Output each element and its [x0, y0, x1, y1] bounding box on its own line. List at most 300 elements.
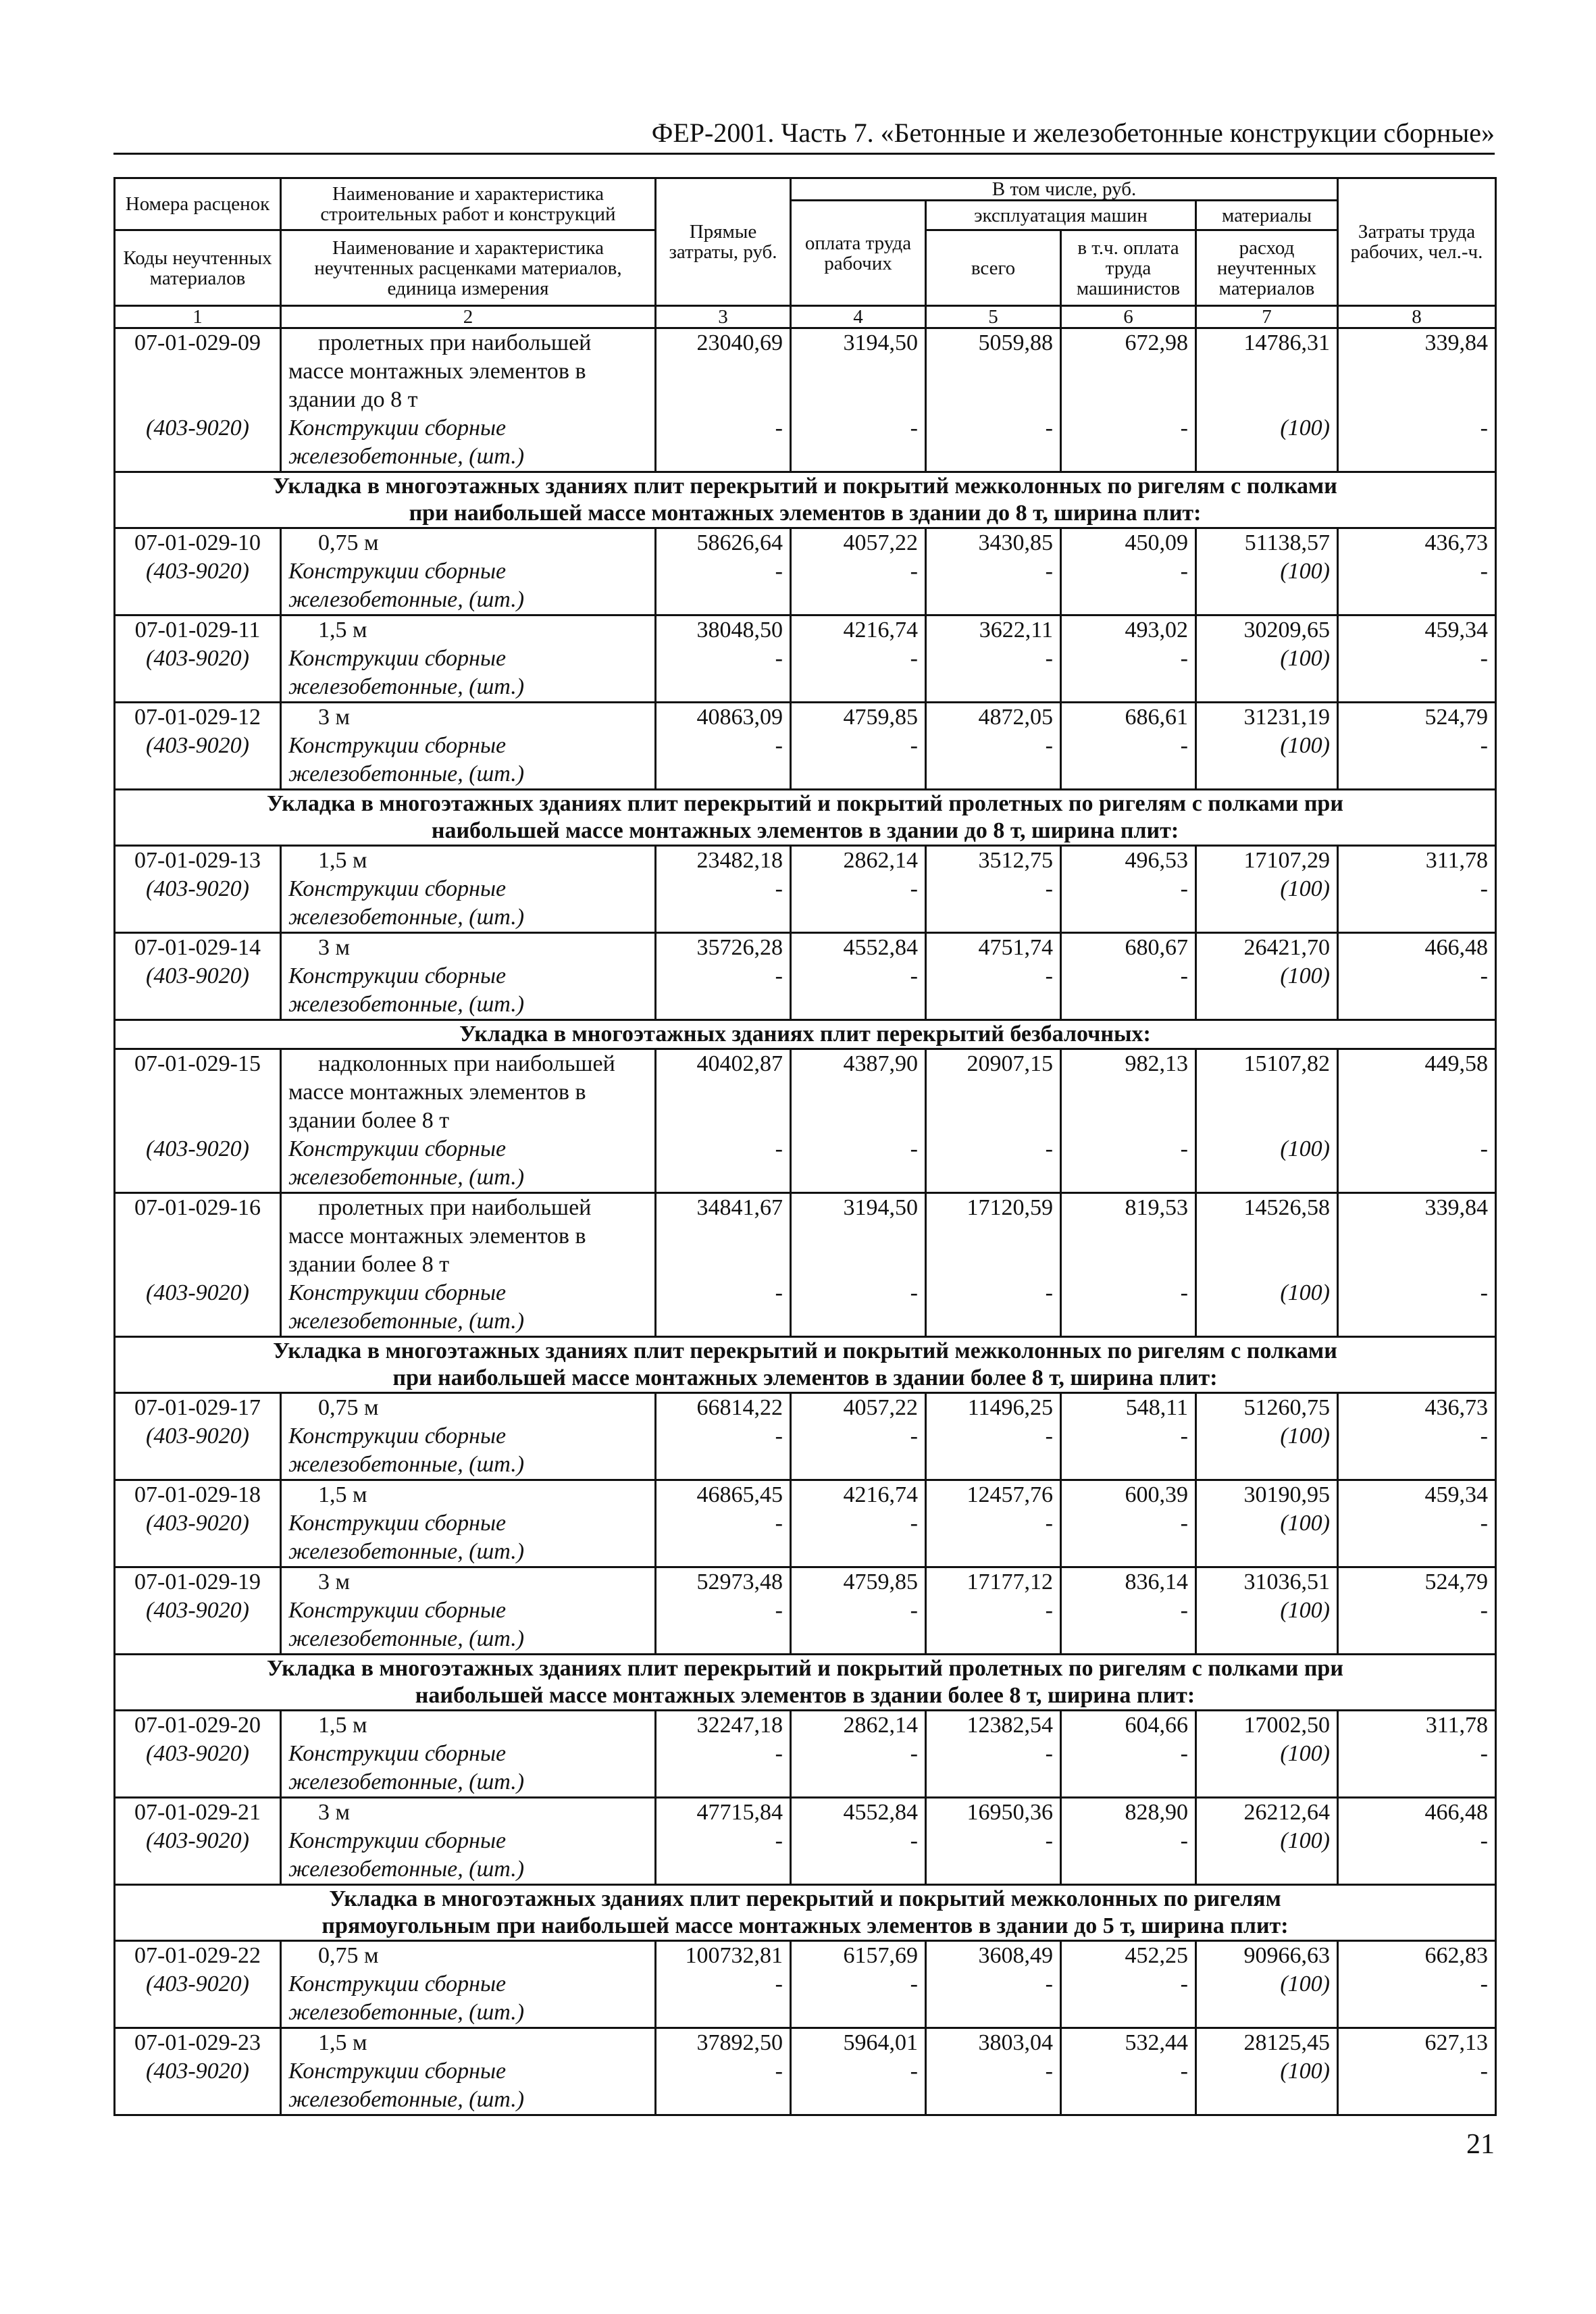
labor-hours-cell: [1338, 528, 1496, 615]
machinist-pay-value: 672,98: [1125, 330, 1188, 355]
worker-pay-material-value: -: [910, 733, 918, 758]
head-rate-numbers: Номера расценок: [115, 178, 281, 230]
worker-pay-cell: [791, 1711, 926, 1798]
direct-costs-cell: [656, 846, 791, 933]
material-usage-material-value: (100): [1280, 2059, 1330, 2084]
column-number: 3: [656, 306, 791, 328]
machine-total-material-value: -: [1045, 1280, 1053, 1305]
worker-pay-value: 4759,85: [843, 1569, 918, 1594]
machinist-pay-value: 548,11: [1125, 1395, 1188, 1420]
worker-pay-material-value: -: [910, 876, 918, 901]
material-usage-value: 14786,31: [1243, 330, 1330, 355]
material-code: (403-9020): [146, 1598, 249, 1623]
machine-total-value: 11496,25: [967, 1395, 1053, 1420]
machinist-pay-cell: [1061, 1480, 1196, 1567]
material-usage-value: 31231,19: [1243, 705, 1330, 730]
work-description-cell: [281, 846, 656, 933]
rate-code: 07-01-029-09: [134, 330, 261, 355]
material-usage-value: 28125,45: [1243, 2030, 1330, 2055]
material-usage-material-value: (100): [1280, 733, 1330, 758]
work-description-cell: [281, 1941, 656, 2028]
machinist-pay-cell: [1061, 933, 1196, 1020]
work-description-cell: [281, 1567, 656, 1655]
material-code: (403-9020): [146, 1971, 249, 1996]
work-description-line: 0,75 м: [318, 1943, 379, 1968]
head-machinist-pay: в т.ч. оплата труда машинистов: [1061, 230, 1196, 306]
machinist-pay-cell: [1061, 615, 1196, 703]
labor-hours-value: 436,73: [1424, 530, 1488, 555]
rate-code: 07-01-029-11: [134, 618, 261, 643]
direct-costs-cell: [656, 328, 791, 472]
machine-total-cell: [926, 1711, 1061, 1798]
machine-total-material-value: -: [1045, 2059, 1053, 2084]
rate-row: [115, 703, 1496, 790]
worker-pay-material-value: -: [910, 963, 918, 988]
direct-costs-material-value: -: [775, 646, 783, 671]
work-description-line: 0,75 м: [318, 530, 379, 555]
machine-total-material-value: -: [1045, 646, 1053, 671]
material-code: (403-9020): [146, 1136, 249, 1161]
direct-costs-value: 40402,87: [696, 1051, 783, 1076]
machinist-pay-material-value: -: [1180, 1280, 1188, 1305]
machine-total-value: 3622,11: [979, 618, 1053, 643]
work-description-cell: [281, 2028, 656, 2115]
machine-total-value: 3430,85: [978, 530, 1053, 555]
work-description-cell: [281, 328, 656, 472]
rate-row: [115, 1941, 1496, 2028]
machinist-pay-material-value: -: [1180, 1598, 1188, 1623]
work-description-cell: [281, 1049, 656, 1193]
worker-pay-material-value: -: [910, 1598, 918, 1623]
material-name-line: Конструкции сборные: [288, 1424, 507, 1449]
section-heading-text: [115, 1655, 1496, 1711]
material-usage-value: 26212,64: [1243, 1800, 1330, 1825]
material-name-line: железобетонные, (шт.): [288, 1857, 525, 1882]
machine-total-cell: [926, 1798, 1061, 1885]
work-description-cell: [281, 1711, 656, 1798]
work-description-line: пролетных при наибольшей: [318, 330, 592, 355]
section-heading: [115, 472, 1496, 528]
material-usage-cell: [1196, 1798, 1338, 1885]
labor-hours-material-value: -: [1480, 1971, 1488, 1996]
direct-costs-material-value: -: [775, 1741, 783, 1766]
section-heading: [115, 1020, 1496, 1049]
labor-hours-value: 459,34: [1424, 618, 1488, 643]
labor-hours-cell: [1338, 2028, 1496, 2115]
material-usage-material-value: (100): [1280, 963, 1330, 988]
labor-hours-value: 436,73: [1424, 1395, 1488, 1420]
rate-row: [115, 328, 1496, 472]
rate-row: [115, 1711, 1496, 1798]
labor-hours-value: 466,48: [1424, 1800, 1488, 1825]
rate-code: 07-01-029-18: [134, 1482, 261, 1507]
work-description-cell: [281, 1798, 656, 1885]
machine-total-cell: [926, 933, 1061, 1020]
machinist-pay-material-value: -: [1180, 1828, 1188, 1853]
material-usage-material-value: (100): [1280, 1136, 1330, 1161]
direct-costs-value: 46865,45: [696, 1482, 783, 1507]
machine-total-value: 5059,88: [978, 330, 1053, 355]
material-usage-cell: [1196, 703, 1338, 790]
machinist-pay-cell: [1061, 846, 1196, 933]
rate-row: [115, 1049, 1496, 1193]
head-material-codes: Коды неучтенных материалов: [115, 230, 281, 306]
direct-costs-cell: [656, 1393, 791, 1480]
rate-row: [115, 1567, 1496, 1655]
rate-code: 07-01-029-10: [134, 530, 261, 555]
worker-pay-material-value: -: [910, 1828, 918, 1853]
rate-code: 07-01-029-12: [134, 705, 261, 730]
machinist-pay-value: 600,39: [1125, 1482, 1188, 1507]
machine-total-cell: [926, 528, 1061, 615]
work-description-line: 1,5 м: [318, 848, 367, 873]
labor-hours-value: 339,84: [1424, 330, 1488, 355]
direct-costs-value: 23040,69: [696, 330, 783, 355]
machinist-pay-cell: [1061, 1393, 1196, 1480]
work-description-line: 3 м: [318, 935, 351, 960]
work-description-line: 1,5 м: [318, 2030, 367, 2055]
machinist-pay-material-value: -: [1180, 646, 1188, 671]
table-head: [115, 178, 1496, 328]
work-description-line: 1,5 м: [318, 1713, 367, 1738]
section-heading-line: Укладка в многоэтажных зданиях плит перекрытий и покрытий пролетных по ригелям с полками при: [267, 791, 1343, 816]
column-number: 2: [281, 306, 656, 328]
work-description-cell: [281, 1393, 656, 1480]
material-usage-value: 30209,65: [1243, 618, 1330, 643]
worker-pay-value: 4057,22: [843, 530, 918, 555]
machine-total-material-value: -: [1045, 1136, 1053, 1161]
machine-total-cell: [926, 1567, 1061, 1655]
work-description-cell: [281, 703, 656, 790]
head-machine-operation: эксплуатация машин: [926, 201, 1196, 230]
material-usage-cell: [1196, 1711, 1338, 1798]
rate-row: [115, 933, 1496, 1020]
worker-pay-cell: [791, 1193, 926, 1337]
rate-code-cell: [115, 933, 281, 1020]
rate-code-cell: [115, 1567, 281, 1655]
machinist-pay-value: 493,02: [1125, 618, 1188, 643]
machinist-pay-value: 836,14: [1125, 1569, 1188, 1594]
worker-pay-value: 2862,14: [843, 848, 918, 873]
material-usage-cell: [1196, 1567, 1338, 1655]
worker-pay-material-value: -: [910, 1971, 918, 1996]
material-code: (403-9020): [146, 876, 249, 901]
material-usage-value: 15107,82: [1243, 1051, 1330, 1076]
worker-pay-material-value: -: [910, 416, 918, 441]
worker-pay-value: 5964,01: [843, 2030, 918, 2055]
section-heading-line: прямоугольным при наибольшей массе монтажных элементов в здании до 5 т, ширина плит:: [321, 1913, 1289, 1938]
machine-total-cell: [926, 846, 1061, 933]
machinist-pay-value: 452,25: [1125, 1943, 1188, 1968]
material-name-line: Конструкции сборные: [288, 1511, 507, 1536]
work-description-line: массе монтажных элементов в: [288, 1080, 586, 1105]
material-name-line: Конструкции сборные: [288, 963, 507, 988]
head-labor-hours: Затраты труда рабочих, чел.-ч.: [1338, 178, 1496, 306]
direct-costs-material-value: -: [775, 1280, 783, 1305]
machinist-pay-material-value: -: [1180, 1971, 1188, 1996]
direct-costs-value: 66814,22: [696, 1395, 783, 1420]
worker-pay-value: 2862,14: [843, 1713, 918, 1738]
labor-hours-value: 449,58: [1424, 1051, 1488, 1076]
direct-costs-value: 100732,81: [685, 1943, 783, 1968]
rate-code: 07-01-029-13: [134, 848, 261, 873]
machine-total-cell: [926, 1049, 1061, 1193]
machine-total-material-value: -: [1045, 416, 1053, 441]
machine-total-value: 17177,12: [967, 1569, 1053, 1594]
section-heading-line: Укладка в многоэтажных зданиях плит перекрытий и покрытий межколонных по ригелям с полками: [273, 1338, 1337, 1363]
direct-costs-material-value: -: [775, 1424, 783, 1449]
material-usage-cell: [1196, 1193, 1338, 1337]
direct-costs-cell: [656, 1193, 791, 1337]
machine-total-material-value: -: [1045, 1511, 1053, 1536]
labor-hours-material-value: -: [1480, 1136, 1488, 1161]
material-usage-material-value: (100): [1280, 1280, 1330, 1305]
labor-hours-value: 311,78: [1425, 848, 1488, 873]
head-work-name: Наименование и характеристика строительных работ и конструкций: [281, 178, 656, 230]
labor-hours-cell: [1338, 1193, 1496, 1337]
material-name-line: железобетонные, (шт.): [288, 761, 525, 786]
material-usage-material-value: (100): [1280, 1511, 1330, 1536]
rate-code-cell: [115, 328, 281, 472]
worker-pay-cell: [791, 1049, 926, 1193]
machine-total-cell: [926, 2028, 1061, 2115]
section-heading-line: при наибольшей массе монтажных элементов в здании более 8 т, ширина плит:: [392, 1365, 1218, 1390]
machine-total-cell: [926, 1193, 1061, 1337]
work-description-line: 3 м: [318, 1569, 351, 1594]
worker-pay-cell: [791, 1567, 926, 1655]
machinist-pay-value: 828,90: [1125, 1800, 1188, 1825]
machinist-pay-material-value: -: [1180, 733, 1188, 758]
machine-total-value: 17120,59: [967, 1195, 1053, 1220]
machine-total-value: 4751,74: [978, 935, 1053, 960]
section-heading-text: [115, 1020, 1496, 1049]
direct-costs-material-value: -: [775, 1511, 783, 1536]
work-description-line: 1,5 м: [318, 618, 367, 643]
section-heading-text: [115, 472, 1496, 528]
worker-pay-cell: [791, 615, 926, 703]
material-code: (403-9020): [146, 416, 249, 441]
direct-costs-value: 34841,67: [696, 1195, 783, 1220]
worker-pay-value: 4387,90: [843, 1051, 918, 1076]
machinist-pay-material-value: -: [1180, 1511, 1188, 1536]
machine-total-cell: [926, 1480, 1061, 1567]
head-direct-costs: Прямые затраты, руб.: [656, 178, 791, 306]
material-usage-value: 30190,95: [1243, 1482, 1330, 1507]
labor-hours-material-value: -: [1480, 963, 1488, 988]
worker-pay-material-value: -: [910, 1280, 918, 1305]
head-material-usage: расход неучтенных материалов: [1196, 230, 1338, 306]
section-heading-text: [115, 1337, 1496, 1393]
material-usage-cell: [1196, 328, 1338, 472]
work-description-cell: [281, 1480, 656, 1567]
direct-costs-material-value: -: [775, 1828, 783, 1853]
direct-costs-value: 35726,28: [696, 935, 783, 960]
worker-pay-cell: [791, 2028, 926, 2115]
machinist-pay-material-value: -: [1180, 1741, 1188, 1766]
direct-costs-value: 32247,18: [696, 1713, 783, 1738]
labor-hours-material-value: -: [1480, 1741, 1488, 1766]
material-name-line: Конструкции сборные: [288, 1741, 507, 1766]
rate-code-cell: [115, 846, 281, 933]
machine-total-value: 12382,54: [967, 1713, 1053, 1738]
material-name-line: железобетонные, (шт.): [288, 2087, 525, 2112]
material-code: (403-9020): [146, 1828, 249, 1853]
material-code: (403-9020): [146, 1741, 249, 1766]
rate-row: [115, 1480, 1496, 1567]
column-number: 4: [791, 306, 926, 328]
material-usage-cell: [1196, 615, 1338, 703]
machine-total-value: 20907,15: [967, 1051, 1053, 1076]
machinist-pay-cell: [1061, 1049, 1196, 1193]
rate-code-cell: [115, 1941, 281, 2028]
rate-code: 07-01-029-17: [134, 1395, 261, 1420]
machinist-pay-value: 532,44: [1125, 2030, 1188, 2055]
rate-code-cell: [115, 1049, 281, 1193]
page-number: 21: [1466, 2129, 1495, 2160]
machinist-pay-material-value: -: [1180, 1424, 1188, 1449]
labor-hours-cell: [1338, 1480, 1496, 1567]
worker-pay-cell: [791, 1941, 926, 2028]
machine-total-material-value: -: [1045, 559, 1053, 584]
material-usage-material-value: (100): [1280, 559, 1330, 584]
machine-total-value: 3803,04: [978, 2030, 1053, 2055]
work-description-line: 1,5 м: [318, 1482, 367, 1507]
rate-code-cell: [115, 615, 281, 703]
direct-costs-value: 47715,84: [696, 1800, 783, 1825]
machine-total-value: 12457,76: [967, 1482, 1053, 1507]
material-usage-cell: [1196, 1480, 1338, 1567]
worker-pay-value: 4057,22: [843, 1395, 918, 1420]
column-numbers-row: [115, 306, 1496, 328]
machinist-pay-material-value: -: [1180, 2059, 1188, 2084]
direct-costs-material-value: -: [775, 1136, 783, 1161]
material-name-line: железобетонные, (шт.): [288, 1626, 525, 1651]
material-usage-material-value: (100): [1280, 1741, 1330, 1766]
material-usage-value: 90966,63: [1243, 1943, 1330, 1968]
material-code: (403-9020): [146, 559, 249, 584]
machinist-pay-cell: [1061, 1941, 1196, 2028]
material-name-line: Конструкции сборные: [288, 733, 507, 758]
machinist-pay-cell: [1061, 1567, 1196, 1655]
labor-hours-material-value: -: [1480, 1511, 1488, 1536]
machinist-pay-value: 450,09: [1125, 530, 1188, 555]
material-usage-material-value: (100): [1280, 416, 1330, 441]
rate-row: [115, 846, 1496, 933]
machinist-pay-value: 680,67: [1125, 935, 1188, 960]
worker-pay-material-value: -: [910, 2059, 918, 2084]
rate-code: 07-01-029-15: [134, 1051, 261, 1076]
labor-hours-cell: [1338, 615, 1496, 703]
machine-total-material-value: -: [1045, 876, 1053, 901]
worker-pay-material-value: -: [910, 1511, 918, 1536]
labor-hours-material-value: -: [1480, 733, 1488, 758]
material-usage-cell: [1196, 528, 1338, 615]
worker-pay-value: 4216,74: [843, 618, 918, 643]
worker-pay-value: 3194,50: [843, 1195, 918, 1220]
section-heading-line: наибольшей массе монтажных элементов в здании до 8 т, ширина плит:: [431, 818, 1179, 843]
labor-hours-value: 662,83: [1424, 1943, 1488, 1968]
machinist-pay-material-value: -: [1180, 416, 1188, 441]
rate-code-cell: [115, 1798, 281, 1885]
material-usage-cell: [1196, 2028, 1338, 2115]
rate-code: 07-01-029-22: [134, 1943, 261, 1968]
machine-total-material-value: -: [1045, 1424, 1053, 1449]
machinist-pay-cell: [1061, 703, 1196, 790]
labor-hours-material-value: -: [1480, 646, 1488, 671]
rate-code: 07-01-029-16: [134, 1195, 261, 1220]
machinist-pay-cell: [1061, 2028, 1196, 2115]
direct-costs-cell: [656, 1941, 791, 2028]
work-description-cell: [281, 615, 656, 703]
machinist-pay-value: 496,53: [1125, 848, 1188, 873]
table-body: [115, 328, 1496, 2115]
material-usage-value: 14526,58: [1243, 1195, 1330, 1220]
rate-code-cell: [115, 1480, 281, 1567]
section-heading: [115, 1655, 1496, 1711]
worker-pay-value: 3194,50: [843, 330, 918, 355]
direct-costs-cell: [656, 703, 791, 790]
material-name-line: железобетонные, (шт.): [288, 1452, 525, 1477]
worker-pay-cell: [791, 933, 926, 1020]
material-name-line: Конструкции сборные: [288, 1828, 507, 1853]
material-name-line: железобетонные, (шт.): [288, 444, 525, 469]
worker-pay-material-value: -: [910, 559, 918, 584]
machinist-pay-material-value: -: [1180, 876, 1188, 901]
column-number: 7: [1196, 306, 1338, 328]
rate-row: [115, 2028, 1496, 2115]
material-usage-cell: [1196, 1049, 1338, 1193]
labor-hours-value: 627,13: [1424, 2030, 1488, 2055]
machine-total-value: 16950,36: [967, 1800, 1053, 1825]
labor-hours-value: 339,84: [1424, 1195, 1488, 1220]
worker-pay-material-value: -: [910, 1741, 918, 1766]
machinist-pay-material-value: -: [1180, 559, 1188, 584]
material-name-line: железобетонные, (шт.): [288, 992, 525, 1017]
material-usage-value: 51260,75: [1243, 1395, 1330, 1420]
material-usage-cell: [1196, 846, 1338, 933]
labor-hours-cell: [1338, 703, 1496, 790]
direct-costs-cell: [656, 933, 791, 1020]
direct-costs-cell: [656, 1798, 791, 1885]
labor-hours-material-value: -: [1480, 1598, 1488, 1623]
section-heading-text: [115, 1885, 1496, 1941]
machine-total-cell: [926, 615, 1061, 703]
labor-hours-cell: [1338, 846, 1496, 933]
direct-costs-material-value: -: [775, 2059, 783, 2084]
machine-total-cell: [926, 703, 1061, 790]
machinist-pay-material-value: -: [1180, 1136, 1188, 1161]
section-heading: [115, 790, 1496, 846]
material-code: (403-9020): [146, 1280, 249, 1305]
direct-costs-cell: [656, 1480, 791, 1567]
rate-code: 07-01-029-20: [134, 1713, 261, 1738]
rate-row: [115, 1193, 1496, 1337]
worker-pay-cell: [791, 1393, 926, 1480]
labor-hours-value: 466,48: [1424, 935, 1488, 960]
machine-total-value: 3512,75: [978, 848, 1053, 873]
head-material-names: Наименование и характеристика неучтенных расценками материалов, единица измерения: [281, 230, 656, 306]
worker-pay-cell: [791, 703, 926, 790]
material-code: (403-9020): [146, 1511, 249, 1536]
material-usage-cell: [1196, 1941, 1338, 2028]
machine-total-material-value: -: [1045, 1598, 1053, 1623]
machine-total-material-value: -: [1045, 1828, 1053, 1853]
machinist-pay-value: 604,66: [1125, 1713, 1188, 1738]
section-heading-line: Укладка в многоэтажных зданиях плит перекрытий и покрытий пролетных по ригелям с полками при: [267, 1656, 1343, 1681]
material-usage-material-value: (100): [1280, 1424, 1330, 1449]
worker-pay-cell: [791, 1480, 926, 1567]
rate-code-cell: [115, 528, 281, 615]
